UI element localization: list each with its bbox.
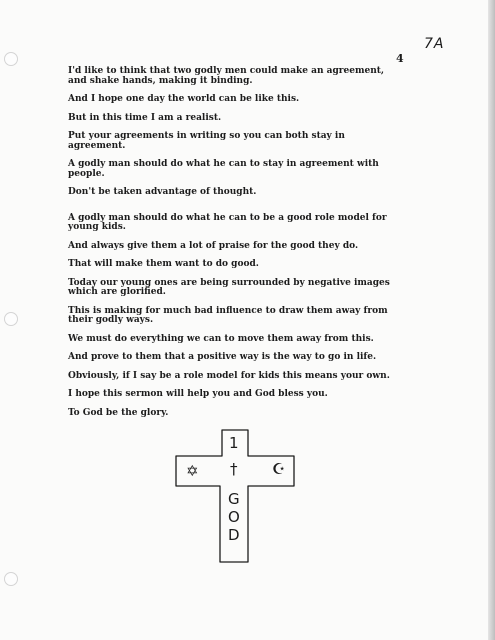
sermon-text: [68, 67, 398, 418]
paragraph: We must do everything we can to move them away from this.: [68, 333, 374, 344]
star-of-david-icon: ✡: [186, 462, 199, 480]
number-one: 1: [229, 434, 239, 452]
punch-hole: [4, 572, 18, 586]
punch-hole: [4, 52, 18, 66]
page-number: 4: [396, 52, 404, 65]
paragraph: A godly man should do what he can to stay in agreement with people.: [68, 159, 379, 179]
letter-d: D: [228, 526, 240, 544]
paragraph: Today our young ones are being surrounded by negative images which are glorified.: [68, 277, 390, 297]
paragraph: And I hope one day the world can be like this.: [68, 94, 300, 104]
paragraph: And always give them a lot of praise for the good they do.: [68, 240, 359, 251]
dagger-icon: †: [230, 460, 238, 478]
paragraph: Don't be taken advantage of thought.: [68, 187, 257, 197]
paragraph: This is making for much bad influence to draw them away from their godly ways.: [68, 305, 388, 325]
page-label: 7A: [424, 36, 445, 52]
letter-o: O: [228, 508, 240, 526]
page-edge: [488, 0, 495, 640]
hand-drawn-cross: [170, 428, 310, 566]
paragraph: A godly man should do what he can to be a good role model for young kids.: [68, 212, 387, 232]
paragraph: Put your agreements in writing so you can both stay in agreement.: [68, 131, 345, 151]
letter-g: G: [228, 490, 240, 508]
paragraph: Obviously, if I say be a role model for kids this means your own.: [68, 370, 390, 381]
paragraph: But in this time I am a realist.: [68, 112, 222, 123]
punch-hole: [4, 312, 18, 326]
paragraph: And prove to them that a positive way is the way to go in life.: [68, 352, 377, 362]
paragraph: I'd like to think that two godly men could make an agreement, and shake hands, making it binding.: [68, 66, 385, 86]
paragraph: I hope this sermon will help you and God bless you.: [68, 389, 328, 399]
star-and-crescent-icon: ☪: [272, 460, 286, 478]
paragraph: To God be the glory.: [68, 407, 169, 418]
paragraph: That will make them want to do good.: [68, 259, 259, 269]
cross-outline: [170, 428, 310, 566]
